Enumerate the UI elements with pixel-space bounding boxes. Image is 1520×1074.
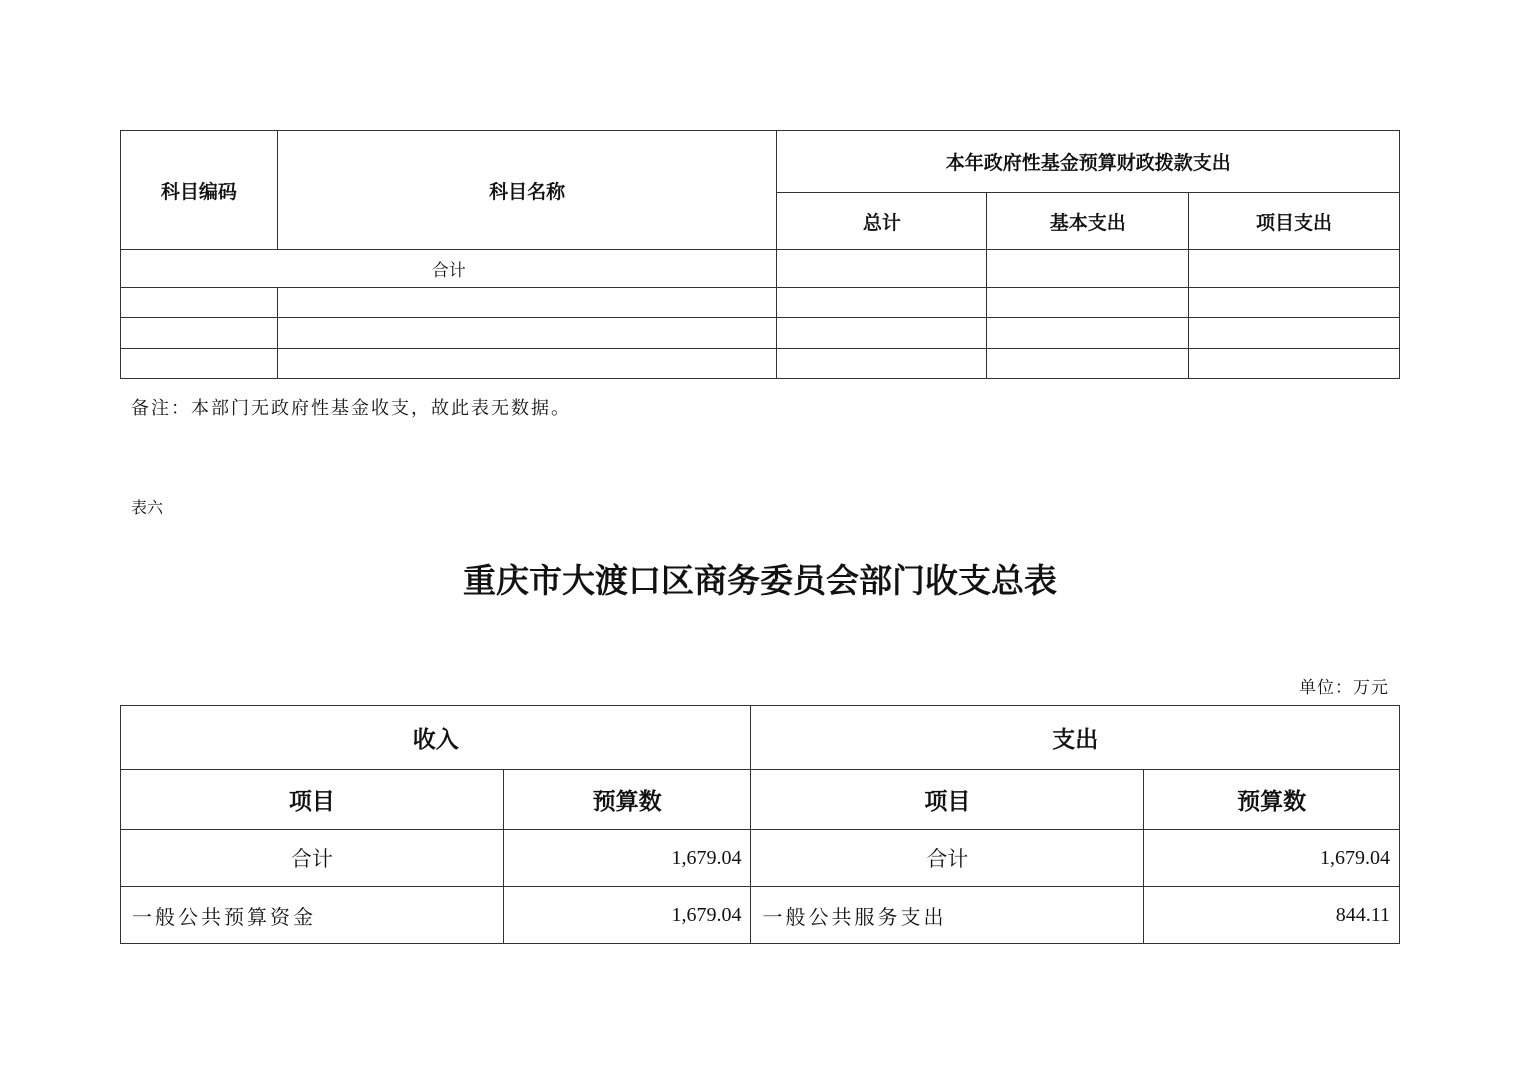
- header-basic-expenditure: 基本支出: [987, 193, 1189, 250]
- header-expense: 支出: [751, 706, 1400, 770]
- empty-cell: [1189, 318, 1400, 349]
- sum-total-cell: [777, 250, 987, 288]
- table-row: [121, 318, 1400, 349]
- header-income-item: 项目: [121, 770, 504, 830]
- empty-cell: [777, 349, 987, 379]
- fund-expenditure-table: [120, 130, 1400, 379]
- empty-cell: [277, 288, 777, 318]
- unit-label: 单位：万元: [1299, 678, 1389, 698]
- remark-note: 备注：本部门无政府性基金收支，故此表无数据。: [131, 398, 571, 419]
- empty-cell: [121, 288, 278, 318]
- table-number: 表六: [131, 498, 164, 517]
- empty-cell: [777, 318, 987, 349]
- income-value: 1,679.04: [503, 830, 751, 887]
- income-item: 合计: [121, 830, 504, 887]
- empty-cell: [277, 318, 777, 349]
- table-row: [121, 349, 1400, 379]
- empty-cell: [1189, 288, 1400, 318]
- table-row: [121, 887, 1400, 944]
- header-fund-expenditure: 本年政府性基金预算财政拨款支出: [777, 131, 1400, 193]
- empty-cell: [777, 288, 987, 318]
- empty-cell: [987, 318, 1189, 349]
- empty-cell: [121, 318, 278, 349]
- table-row: [121, 830, 1400, 887]
- table-row: [121, 288, 1400, 318]
- empty-cell: [987, 349, 1189, 379]
- income-value: 1,679.04: [503, 887, 751, 944]
- expense-value: 844.11: [1144, 887, 1400, 944]
- sum-label: 合计: [121, 250, 777, 288]
- header-income: 收入: [121, 706, 751, 770]
- expense-item: 一般公共服务支出: [751, 887, 1144, 944]
- header-total: 总计: [777, 193, 987, 250]
- sum-basic-cell: [987, 250, 1189, 288]
- header-expense-budget: 预算数: [1144, 770, 1400, 830]
- header-subject-code: 科目编码: [121, 131, 278, 250]
- header-project-expenditure: 项目支出: [1189, 193, 1400, 250]
- page-title: 重庆市大渡口区商务委员会部门收支总表: [463, 561, 1057, 600]
- header-subject-name: 科目名称: [277, 131, 777, 250]
- empty-cell: [987, 288, 1189, 318]
- income-expenditure-table: [120, 705, 1400, 944]
- expense-value: 1,679.04: [1144, 830, 1400, 887]
- empty-cell: [277, 349, 777, 379]
- header-expense-item: 项目: [751, 770, 1144, 830]
- header-income-budget: 预算数: [503, 770, 751, 830]
- income-item: 一般公共预算资金: [121, 887, 504, 944]
- expense-item: 合计: [751, 830, 1144, 887]
- empty-cell: [1189, 349, 1400, 379]
- empty-cell: [121, 349, 278, 379]
- sum-project-cell: [1189, 250, 1400, 288]
